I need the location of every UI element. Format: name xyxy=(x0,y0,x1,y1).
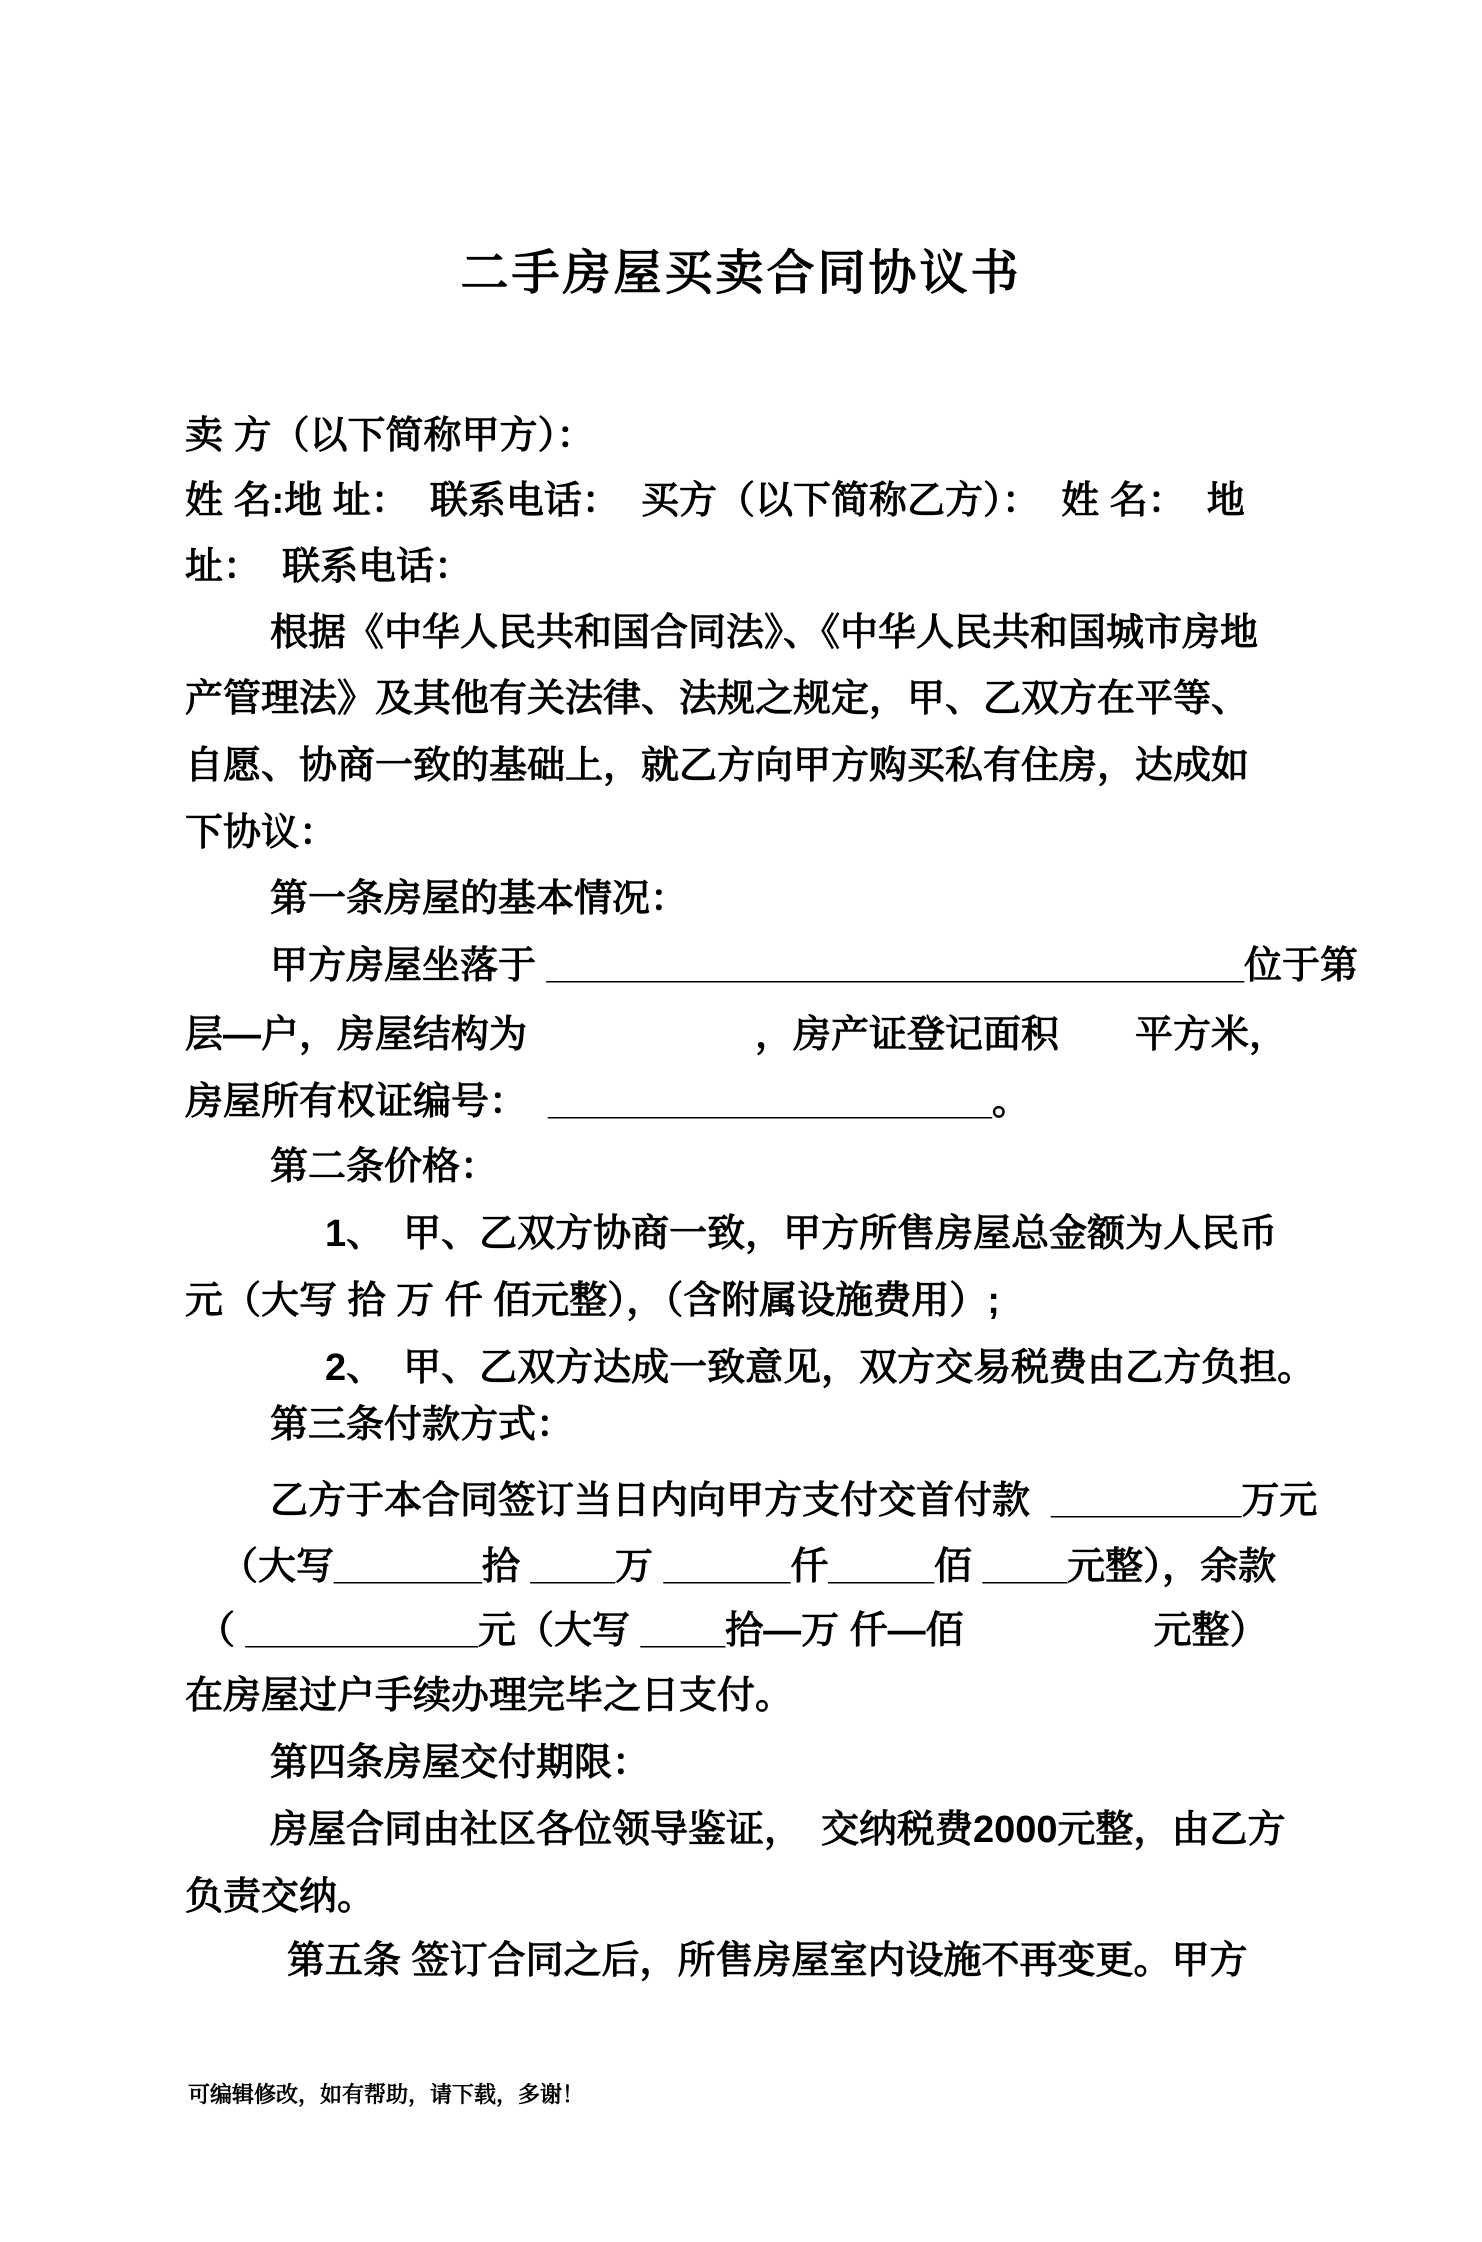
text-line: 乙方于本合同签订当日内向甲方支付交首付款 _________万元 xyxy=(270,1480,1318,1522)
text-line: （大写_______拾 ____万 ______仟_____佰 ____元整），余款 xyxy=(220,1546,1277,1588)
text-line: 自愿、协商一致的基础上，就乙方向甲方购买私有住房，达成如 xyxy=(185,745,1250,787)
text-line: 房屋所有权证编号： _____________________。 xyxy=(185,1081,1030,1123)
text-line: 第二条价格： xyxy=(270,1146,499,1188)
text-line: 元（大写 拾 万 仟 佰元整），（含附属设施费用）; xyxy=(185,1280,1000,1322)
text-line: 卖 方（以下简称甲方）： xyxy=(185,415,595,457)
text-line: 第五条 签订合同之后，所售房屋室内设施不再变更。甲方 xyxy=(287,1940,1248,1982)
text-line: 在房屋过户手续办理完毕之日支付。 xyxy=(185,1675,794,1717)
text-line: 层—户，房屋结构为 ，房产证登记面积 平方米， xyxy=(185,1014,1288,1056)
text-line: 下协议： xyxy=(185,812,338,854)
text-line: 姓 名:地 址： 联系电话： 买方（以下简称乙方）： 姓 名： 地 xyxy=(185,480,1245,522)
document-title: 二手房屋买卖合同协议书 xyxy=(460,247,1022,300)
text-line: 2、 甲、乙双方达成一致意见，双方交易税费由乙方负担。 xyxy=(325,1347,1316,1389)
text-line: 址： 联系电话： xyxy=(185,546,473,588)
text-line: 第四条房屋交付期限： xyxy=(270,1742,651,1784)
text-line: 根据《中华人民共和国合同法》、《中华人民共和国城市房地 xyxy=(270,612,1259,654)
text-line: 1、 甲、乙双方协商一致，甲方所售房屋总金额为人民币 xyxy=(325,1213,1278,1255)
text-line: 第三条付款方式： xyxy=(270,1404,575,1446)
text-line: （ ___________元（大写 ____拾—万 仟—佰 元整） xyxy=(197,1610,1268,1652)
footer-note: 可编辑修改，如有帮助，请下载，多谢！ xyxy=(188,2082,585,2107)
text-line: 房屋合同由社区各位领导鉴证， 交纳税费2000元整，由乙方 xyxy=(270,1809,1286,1851)
text-line: 甲方房屋坐落于 _________________________________位于第 xyxy=(270,945,1358,987)
text-line: 负责交纳。 xyxy=(185,1876,376,1918)
text-line: 第一条房屋的基本情况： xyxy=(270,878,689,920)
text-line: 产管理法》及其他有关法律、法规之规定，甲、乙双方在平等、 xyxy=(185,678,1250,720)
